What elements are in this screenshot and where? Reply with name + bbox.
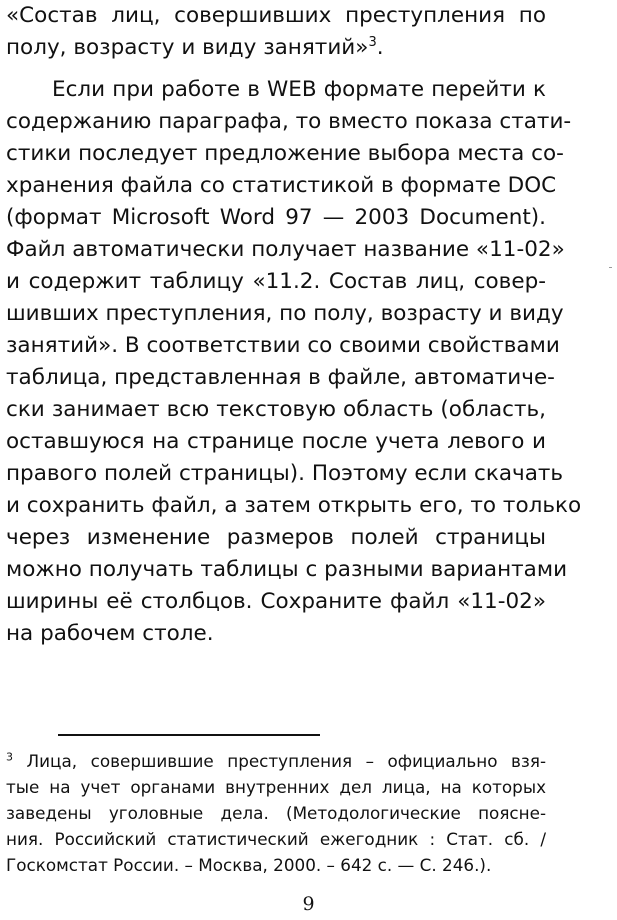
footnote-line-5: Госкомстат России. – Москва, 2000. – 642 с. — С. 246.).: [6, 855, 492, 875]
footnote-marker: 3: [6, 750, 13, 764]
footnote-line-4: ния. Российский статистический ежегодник : Стат. сб. /: [6, 829, 546, 849]
body-line-2-text: полу, возрасту и виду занятий»: [6, 35, 369, 60]
body-line-9: и содержит таблицу «11.2. Состав лиц, совер-: [6, 269, 546, 294]
footnote-separator: [58, 734, 320, 736]
body-line-20: на рабочем столе.: [6, 621, 214, 646]
body-line-8: Файл автоматически получает название «11-02»: [6, 237, 565, 262]
body-line-11: занятий». В соответствии со своими свойствами: [6, 333, 560, 358]
body-line-14: оставшуюся на странице после учета левого и: [6, 429, 546, 454]
body-line-15: правого полей страницы). Поэтому если скачать: [6, 461, 564, 486]
body-line-2-period: .: [376, 35, 384, 60]
body-line-6: хранения файла со статистикой в формате DOC: [6, 173, 557, 198]
footnote-line-2: тые на учет органами внутренних дел лица, на которых: [6, 777, 546, 797]
body-line-2: [6, 32, 546, 64]
body-line-12: таблица, представленная в файле, автоматиче-: [6, 365, 555, 390]
footnote-line-1-text: Лица, совершившие преступления – официально взя-: [26, 751, 546, 771]
body-line-10: шивших преступления, по полу, возрасту и виду: [6, 301, 564, 326]
body-line-16: и сохранить файл, а затем открыть его, то только: [6, 493, 582, 518]
footnote-line-1: [6, 748, 546, 774]
body-line-4: содержанию параграфа, то вместо показа стати-: [6, 109, 572, 134]
body-line-1: «Состав лиц, совершивших преступления по: [6, 3, 546, 28]
scan-speck: [609, 267, 612, 268]
page-number: 9: [302, 893, 315, 915]
footnote-line-3: заведены уголовные дела. (Методологические поясне-: [6, 803, 546, 823]
body-line-13: ски занимает всю текстовую область (область,: [6, 397, 546, 422]
body-line-17: через изменение размеров полей страницы: [6, 525, 546, 550]
body-line-7: (формат Microsoft Word 97 — 2003 Document).: [6, 205, 546, 230]
body-line-5: стики последует предложение выбора места со-: [6, 141, 564, 166]
body-line-3: Если при работе в WEB формате перейти к: [52, 77, 546, 102]
body-line-19: ширины её столбцов. Сохраните файл «11-02»: [6, 589, 546, 614]
body-line-18: можно получать таблицы с разными вариантами: [6, 557, 568, 582]
footnote-reference: 3: [368, 34, 377, 50]
